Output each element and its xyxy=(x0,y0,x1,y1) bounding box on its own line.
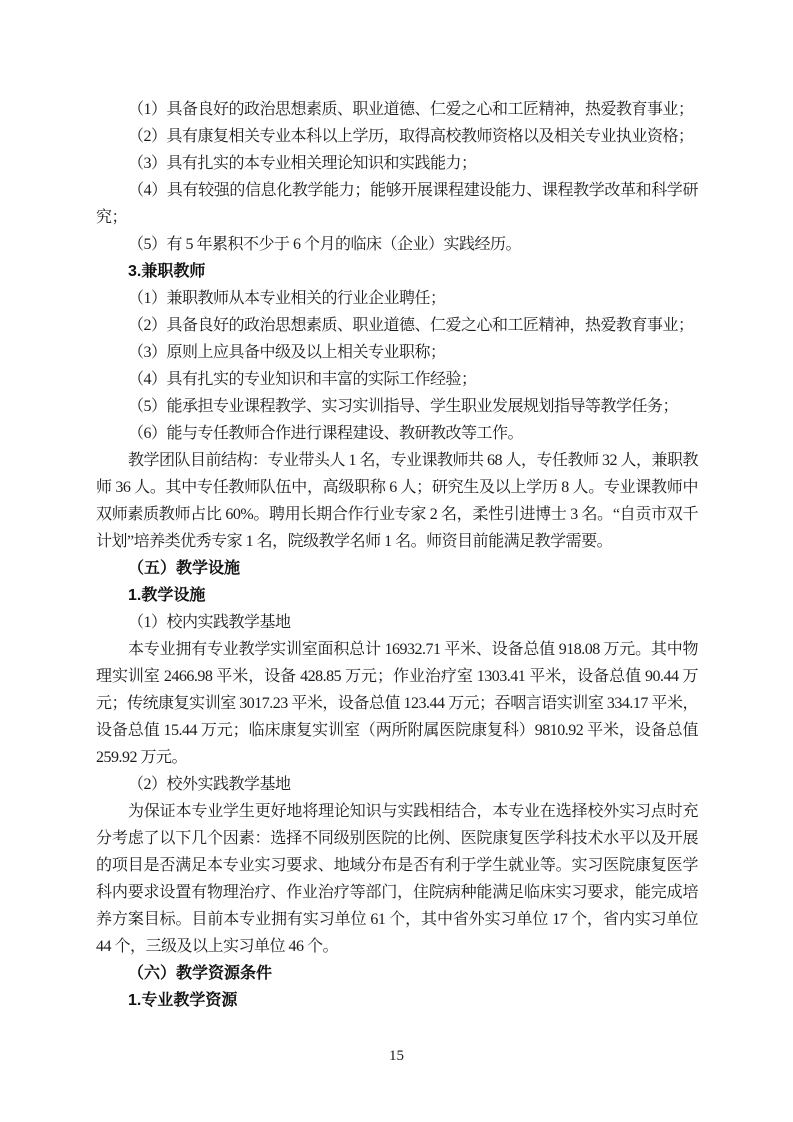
heading-professional-teaching-resources: 1.专业教学资源 xyxy=(128,992,238,1009)
paragraph-teaching-team-structure: 教学团队目前结构：专业带头人 1 名，专业课教师共 68 人，专任教师 32 人，兼职教师 36 人。其中专任教师队伍中，高级职称 6 人；研究生及以上学历 8 人。专业课教师中双师素质教师占比 60%。聘用长期合作行业专家 2 名，柔性引进博士 3 名。“自贡市双千计划”培养类优秀专家 1 名，院级教学名师 1 名。师资目前能满足教学需要。 xyxy=(96,452,699,550)
paragraph-off-campus-base: 为保证本专业学生更好地将理论知识与实践相结合，本专业在选择校外实习点时充分考虑了以下几个因素：选择不同级别医院的比例、医院康复医学科技术水平以及开展的项目是否满足本专业实习要求、地域分布是否有利于学生就业等。实习医院康复医学科内要求设置有物理治疗、作业治疗等部门，住院病种能满足临床实习要求，能完成培养方案目标。目前本专业拥有实习单位 61 个，其中省外实习单位 17 个，省内实习单位 44 个，三级及以上实习单位 46 个。 xyxy=(96,803,698,955)
list-item-fulltime-qualification-2: （2）具有康复相关专业本科以上学历，取得高校教师资格以及相关专业执业资格； xyxy=(128,128,694,145)
paragraph-campus-training-base: 本专业拥有专业教学实训室面积总计 16932.71 平米、设备总值 918.08 万元。其中物理实训室 2466.98 平米，设备 428.85 万元；作业治疗室 1303.41 平米，设备总值 90.44 万元；传统康复实训室 3017.23 平米，设备总值 123.44 万元；吞咽言语实训室 334.17 平米，设备总值 15.44 万元；临床康复实训室（两所附属医院康复科）9810.92 平米，设备总值 259.92 万元。 xyxy=(96,641,698,766)
list-item-fulltime-qualification-1: （1）具备良好的政治思想素质、职业道德、仁爱之心和工匠精神，热爱教育事业； xyxy=(128,101,694,118)
list-item-fulltime-qualification-4: （4）具有较强的信息化教学能力；能够开展课程建设能力、课程教学改革和科学研究； xyxy=(96,182,698,226)
list-item-parttime-requirement-1: （1）兼职教师从本专业相关的行业企业聘任； xyxy=(128,290,446,307)
list-item-parttime-requirement-6: （6）能与专任教师合作进行课程建设、教研教改等工作。 xyxy=(128,425,524,442)
list-item-parttime-requirement-3: （3）原则上应具备中级及以上相关专业职称； xyxy=(128,344,446,361)
heading-part-time-teachers: 3.兼职教师 xyxy=(128,263,206,280)
list-item-parttime-requirement-4: （4）具有扎实的专业知识和丰富的实际工作经验； xyxy=(128,371,477,388)
heading-section-6-teaching-resources: （六）教学资源条件 xyxy=(128,965,273,982)
page-number: 15 xyxy=(389,1048,404,1064)
list-item-fulltime-qualification-3: （3）具有扎实的本专业相关理论知识和实践能力； xyxy=(128,155,477,172)
list-item-parttime-requirement-5: （5）能承担专业课程教学、实习实训指导、学生职业发展规划指导等教学任务； xyxy=(128,398,679,415)
heading-teaching-facilities: 1.教学设施 xyxy=(128,587,206,604)
list-item-off-campus-base: （2）校外实践教学基地 xyxy=(128,776,291,793)
list-item-fulltime-qualification-5: （5）有 5 年累积不少于 6 个月的临床（企业）实践经历。 xyxy=(128,236,522,253)
heading-section-5-teaching-facilities: （五）教学设施 xyxy=(128,560,241,577)
list-item-campus-training-base: （1）校内实践教学基地 xyxy=(128,614,291,631)
list-item-parttime-requirement-2: （2）具备良好的政治思想素质、职业道德、仁爱之心和工匠精神，热爱教育事业； xyxy=(128,317,694,334)
